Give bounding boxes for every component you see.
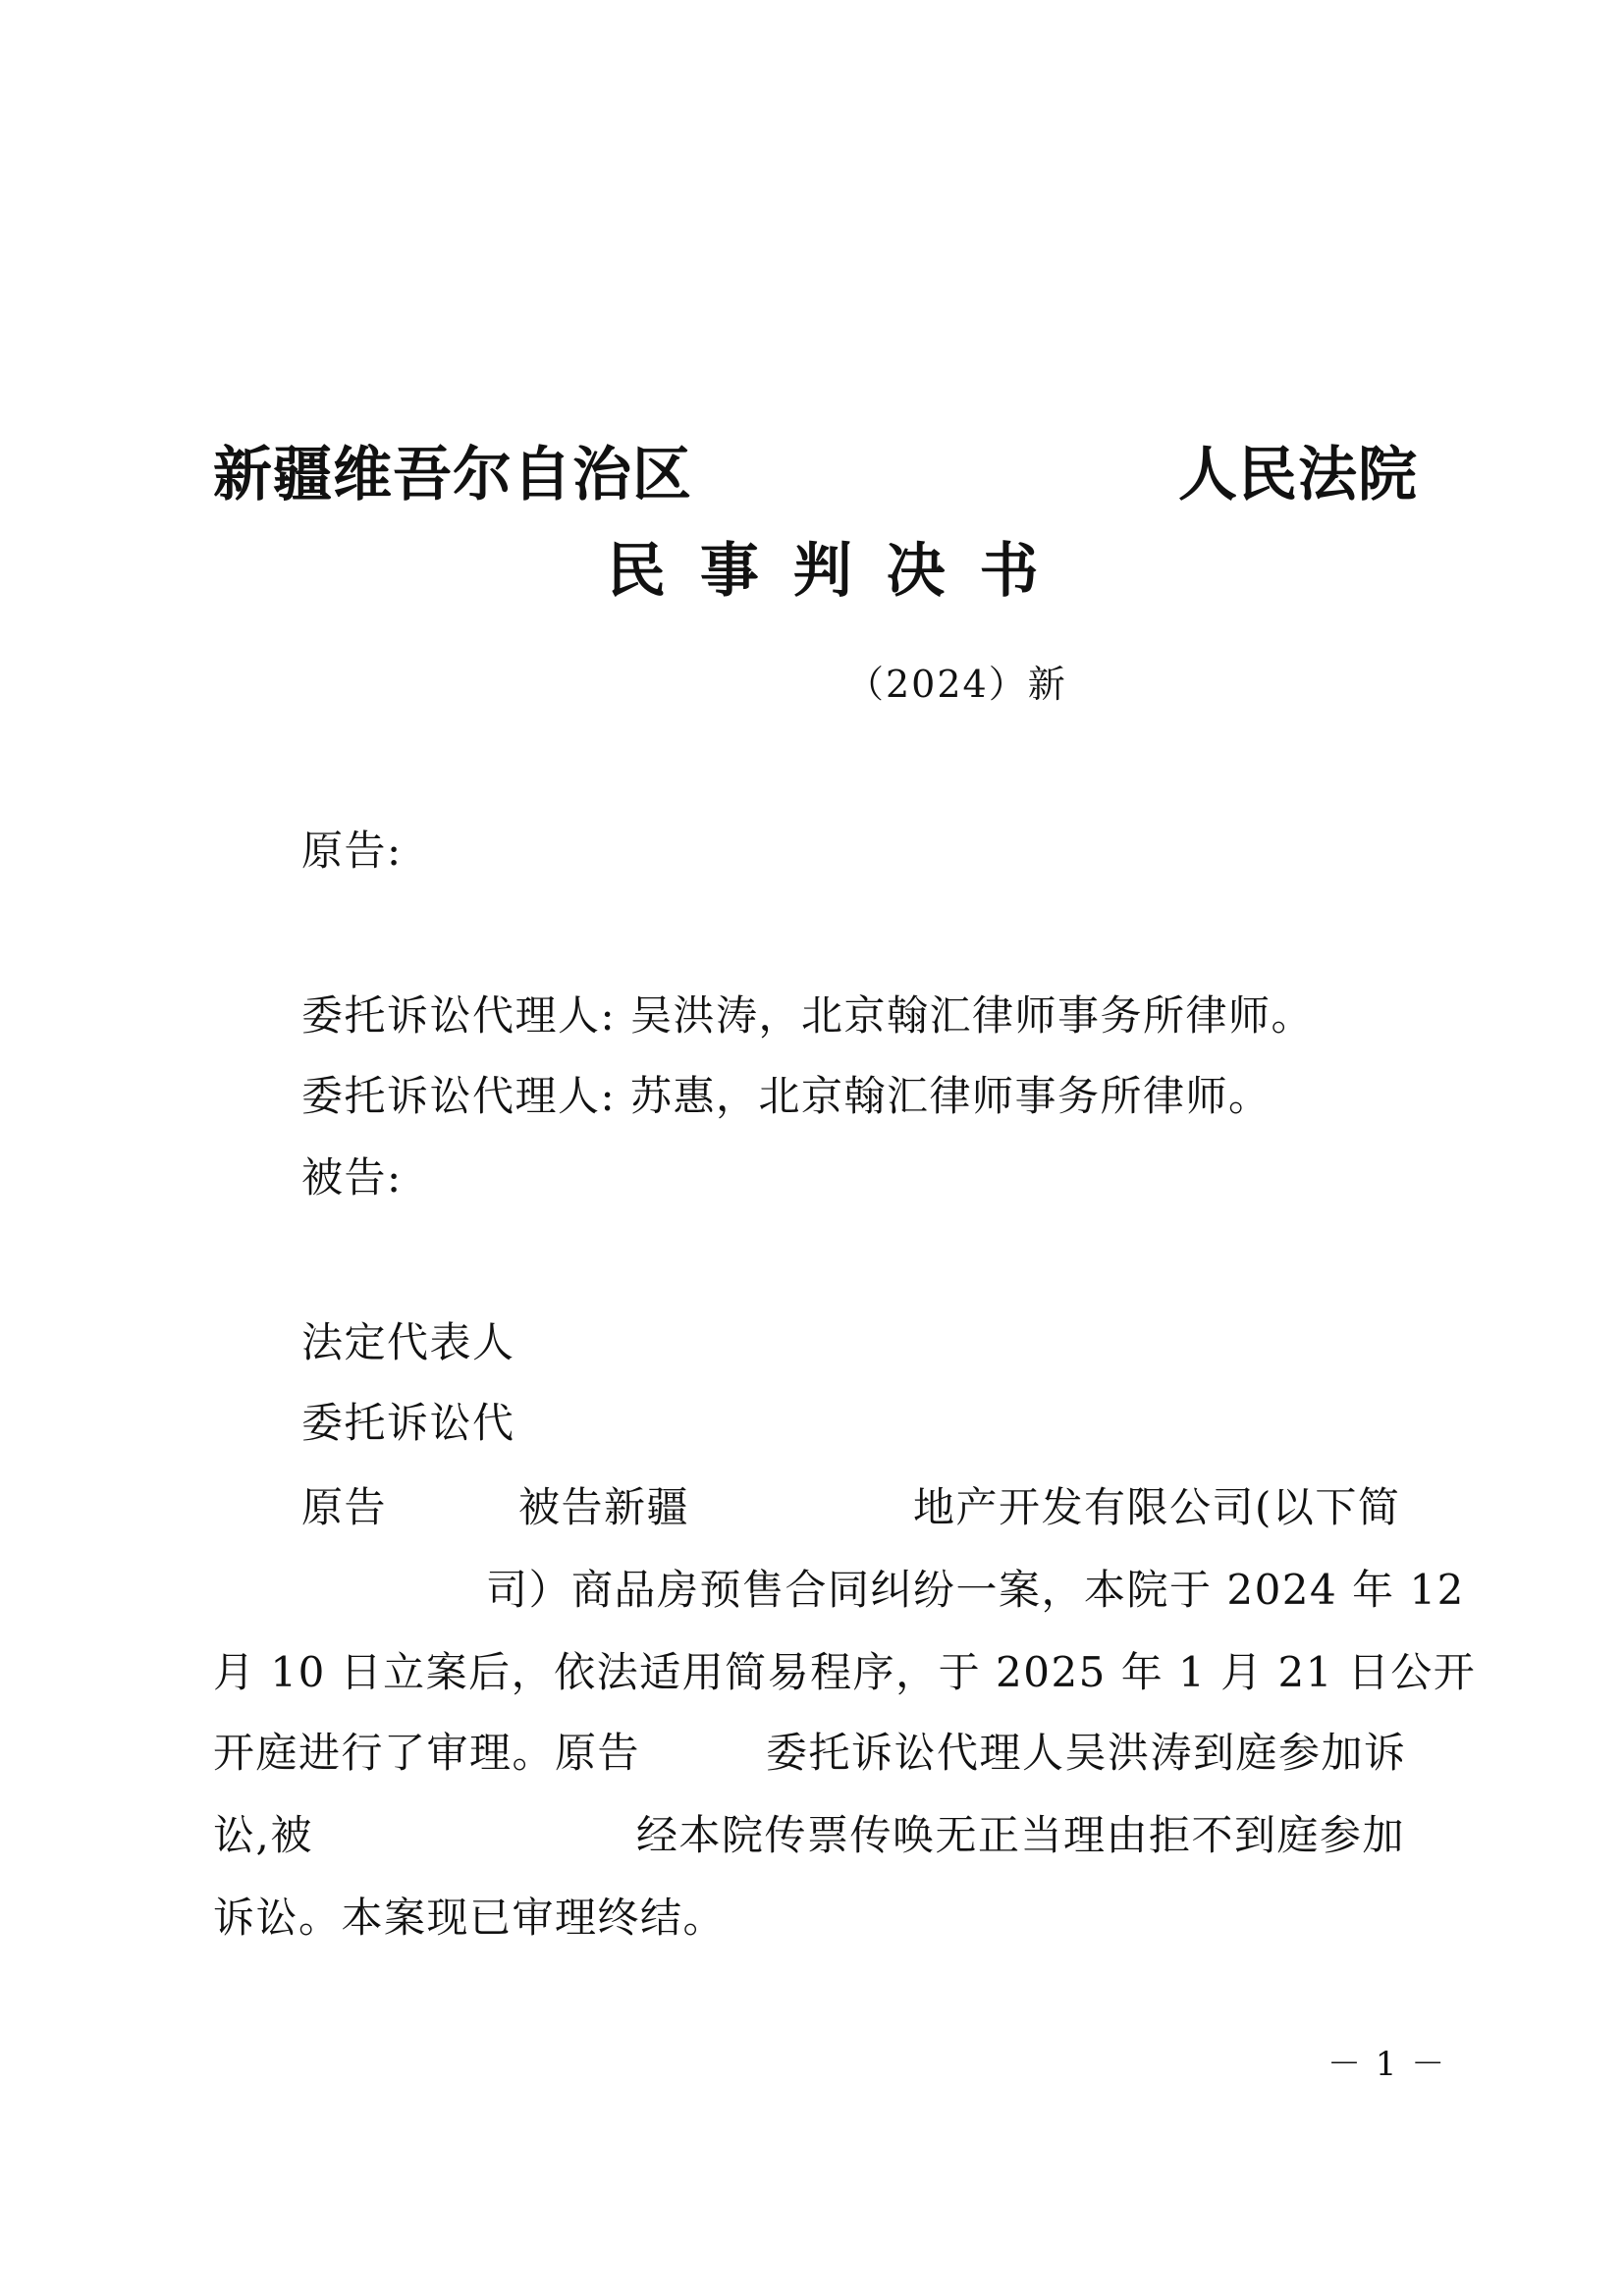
- case-paragraph-line-1-segment-3: 地产开发有限公司(以下简: [913, 1483, 1401, 1531]
- page-number: － 1 －: [1327, 2045, 1447, 2084]
- court-name: 人民法院: [1178, 441, 1418, 509]
- case-paragraph-line-4-segment-2: 委托诉讼代理人吴洪涛到庭参加诉: [766, 1729, 1407, 1777]
- defendant-agent: 委托诉讼代: [301, 1399, 515, 1447]
- defendant-legal-representative: 法定代表人: [301, 1318, 515, 1366]
- case-number: （2024）新: [846, 663, 1067, 706]
- case-paragraph-line-4-segment-1: 开庭进行了审理。原告: [213, 1729, 641, 1777]
- case-paragraph-line-5-segment-1: 讼,被: [213, 1811, 313, 1859]
- plaintiff-agent-1: 委托诉讼代理人: 吴洪涛，北京翰汇律师事务所律师。: [301, 991, 1315, 1040]
- case-paragraph-line-2: 司）商品房预售合同纠纷一案，本院于 2024 年 12: [486, 1566, 1465, 1614]
- case-paragraph-line-1-segment-1: 原告: [301, 1483, 388, 1531]
- defendant-label: 被告:: [301, 1153, 403, 1201]
- document-title: 民 事 判 决 书: [607, 537, 1046, 606]
- plaintiff-label: 原告:: [301, 827, 403, 875]
- court-region-name: 新疆维吾尔自治区: [213, 441, 692, 509]
- plaintiff-agent-2: 委托诉讼代理人: 苏惠，北京翰汇律师事务所律师。: [301, 1072, 1272, 1120]
- case-paragraph-line-5-segment-2: 经本院传票传唤无正当理由拒不到庭参加: [636, 1811, 1406, 1859]
- case-paragraph-line-1-segment-2: 被告新疆: [518, 1483, 690, 1531]
- case-paragraph-line-3: 月 10 日立案后，依法适用简易程序，于 2025 年 1 月 21 日公开: [213, 1648, 1477, 1696]
- case-paragraph-line-6: 诉讼。本案现已审理终结。: [213, 1894, 727, 1942]
